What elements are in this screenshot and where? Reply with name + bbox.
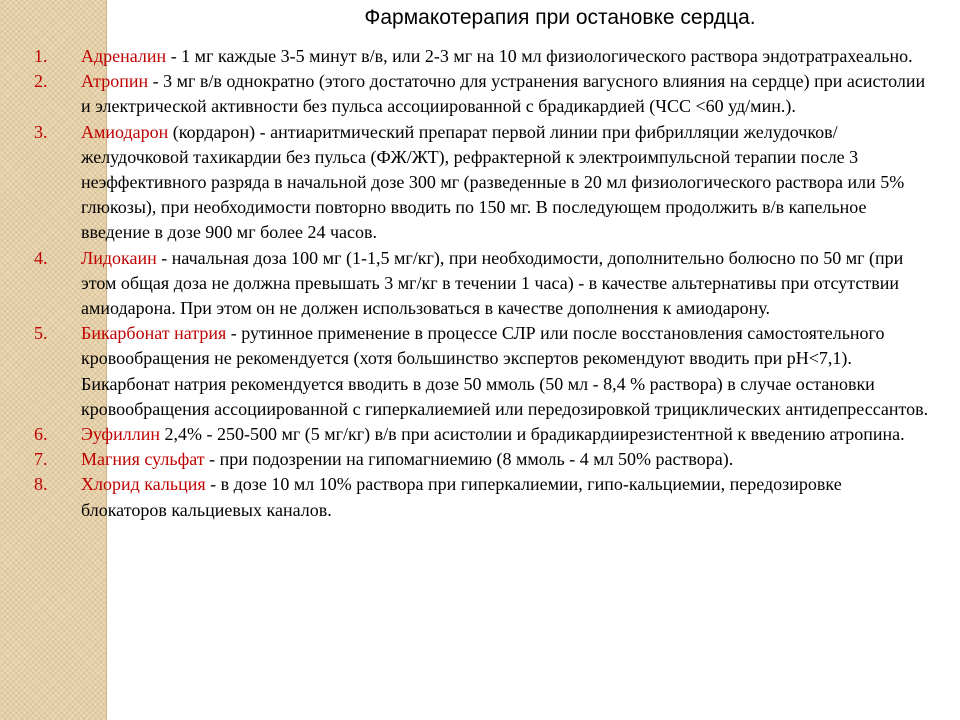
item-number: 2.: [34, 71, 48, 92]
drug-name: Магния сульфат: [81, 449, 205, 470]
drug-name: Бикарбонат натрия: [81, 323, 227, 344]
drug-name: Амиодарон: [81, 121, 169, 142]
drug-name: Эуфиллин: [81, 424, 160, 445]
list-item: [0, 246, 931, 322]
list-item: [0, 321, 931, 422]
drug-list: [0, 44, 960, 523]
item-text: - при подозрении на гипомагниемию (8 ммоль - 4 мл 50% раствора).: [204, 449, 734, 470]
item-number: 6.: [34, 424, 48, 445]
item-number: 3.: [34, 121, 48, 142]
list-item: [0, 69, 931, 119]
drug-name: Адреналин: [81, 46, 167, 66]
list-item: [0, 447, 931, 472]
item-number: 1.: [34, 46, 48, 66]
item-text: - 3 мг в/в однократно (этого достаточно для устранения вагусного влияния на сердце) при асистолии и электрической активности без пульса ассоциированной с брадикардией (ЧСС <60 уд/мин.).: [81, 71, 926, 117]
slide-title: Фармакотерапия при остановке сердца.: [364, 6, 756, 29]
item-number: 4.: [34, 247, 48, 268]
drug-name: Атропин: [81, 71, 149, 92]
list-item: [0, 44, 931, 69]
item-text: (кордарон) - антиаритмический препарат первой линии при фибрилляции желудочков/желудочковой тахикардии без пульса (ФЖ/ЖТ), рефрактерной к электроимпульсной терапии после 3 неэффективного разряда в начальной дозе 300 мг (разведенные в 20 мл физиологического раствора или 5% глюкозы), при необходимости повторно вводить по 150 мг. В последующем продолжить в/в капельное введение в дозе 900 мг более 24 часов.: [81, 121, 905, 243]
drug-name: Лидокаин: [81, 247, 157, 268]
item-text: - начальная доза 100 мг (1-1,5 мг/кг), при необходимости, дополнительно болюсно по 50 мг (при этом общая доза не должна превышать 3 мг/кг в течении 1 часа) - в качестве альтернативы при отсутствии амиодарона. При этом он не должен использоваться в качестве дополнения к амиодарону.: [81, 247, 904, 319]
item-text: - 1 мг каждые 3-5 минут в/в, или 2-3 мг на 10 мл физиологического раствора эндотратрахеально.: [166, 46, 913, 66]
item-number: 7.: [34, 449, 48, 470]
drug-name: Хлорид кальция: [81, 474, 206, 495]
list-item: [0, 422, 931, 447]
item-text: 2,4% - 250-500 мг (5 мг/кг) в/в при асистолии и брадикардиирезистентной к введению атропина.: [159, 424, 905, 445]
list-item: [0, 120, 931, 246]
list-item: [0, 472, 931, 522]
item-text: - рутинное применение в процессе СЛР или после восстановления самостоятельного кровообращения не рекомендуется (хотя большинство экспертов рекомендуют вводить при pH<7,1). Бикарбонат натрия рекомендуется вводить в дозе 50 ммоль (50 мл - 8,4 % раствора) в случае остановки кровообращения ассоциированной с гиперкалиемией или передозировкой трициклических антидепрессантов.: [81, 323, 929, 419]
item-number: 5.: [34, 323, 48, 344]
item-text: - в дозе 10 мл 10% раствора при гиперкалиемии, гипо-кальциемии, передозировке блокаторов кальциевых каналов.: [81, 474, 842, 520]
item-number: 8.: [34, 474, 48, 495]
